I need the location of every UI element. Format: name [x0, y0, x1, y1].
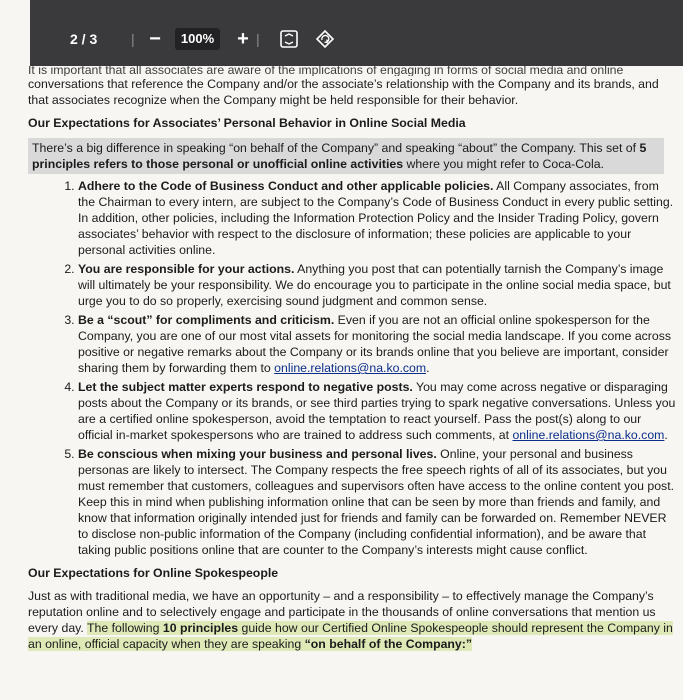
- email-link[interactable]: online.relations@na.ko.com: [274, 361, 427, 375]
- section-heading-spokespeople: Our Expectations for Online Spokespeople: [28, 566, 279, 580]
- section-heading-personal: Our Expectations for Associates’ Personal Behavior in Online Social Media: [28, 116, 466, 130]
- outro-bold2: “on behalf of the Company:”: [304, 637, 473, 651]
- item-tail: .: [426, 361, 430, 375]
- item-text: Online, your personal and business personas are likely to intersect. The Company respects the free speech rights of all of its associates, but you must remember that customers, colleagues and supervisors often have access to the online content you post. Keep this in mind when publishing information online that can be seen by more than friends and family, and know that information originally intended just for friends and family can be forwarded on. Remember NEVER to disclose non-public information of the Company (including confidential information), and be aware that taking public positions online that are counter to the Company’s interests might cause conflict.: [78, 447, 675, 557]
- list-item: [78, 379, 678, 443]
- list-item: [78, 312, 678, 376]
- rotate-icon[interactable]: [314, 28, 336, 50]
- zoom-out-button[interactable]: −: [149, 28, 161, 50]
- item-text: All Company associates, from the Chairman to every intern, are subject to the Company’s Code of Business Conduct in every public setting. In addition, other policies, including the Information Protection Policy and the Insider Trading Policy, govern associates’ behavior with respect to the disclosure of information; these policies are applicable to your personal activities online.: [78, 179, 674, 257]
- toolbar-separator: |: [131, 31, 135, 47]
- cut-off-line: It is important that all associates are aware of the implications of engaging in forms of social media and online: [28, 66, 624, 76]
- fit-page-icon[interactable]: [278, 28, 300, 50]
- document-page: [28, 66, 678, 700]
- outro-highlight: [28, 621, 673, 651]
- item-tail: .: [664, 428, 668, 442]
- hl-bold-text: 5 principles refers to those personal or unofficial online activities: [32, 141, 647, 171]
- toolbar-separator: |: [256, 31, 260, 47]
- hl-text: There’s a big difference in speaking “on behalf of the Company” and speaking “about” the Company. This set of: [32, 141, 640, 155]
- pdf-viewer-toolbar: [30, 0, 683, 66]
- list-item: [78, 261, 678, 309]
- outro-hl-text2: guide how our Certified Online Spokespeople should represent the Company in an online, official capacity when they are speaking: [28, 621, 673, 651]
- list-item: [78, 178, 678, 258]
- principles-list: [28, 178, 678, 558]
- outro-bold: 10 principles: [162, 621, 239, 635]
- outro-paragraph: [28, 588, 678, 652]
- intro-paragraph: conversations that reference the Company and/or the associate’s relationship with the Company and its brands, and that associates recognize when the Company might be held responsible for their behavior.: [28, 77, 659, 107]
- page-indicator[interactable]: 2 / 3: [70, 31, 98, 47]
- item-text: You may come across negative or disparaging posts about the Company or its brands, or see third parties trying to spark negative conversations. Unless you are a certified online spokesperson, avoid the temptation to react yourself. Pass the post(s) along to our official in-market spokespersons who are trained to address such comments, at: [78, 380, 676, 442]
- item-title: You are responsible for your actions.: [78, 262, 295, 276]
- item-title: Let the subject matter experts respond to negative posts.: [78, 380, 413, 394]
- email-link[interactable]: online.relations@na.ko.com: [512, 428, 665, 442]
- item-text: Anything you post that can potentially tarnish the Company’s image will ultimately be your responsibility. We do encourage you to participate in the online social media space, but urge you to do so properly, exercising sound judgment and common sense.: [78, 262, 671, 308]
- list-item: [78, 446, 678, 558]
- item-text: Even if you are not an official online spokesperson for the Company, you are one of our most vital assets for monitoring the social media landscape. If you come across positive or negative remarks about the Company or its brands online that you believe are important, consider sharing them by forwarding them to: [78, 313, 672, 375]
- outro-hl-text: The following: [87, 621, 163, 635]
- highlighted-paragraph: [28, 138, 664, 174]
- item-title: Adhere to the Code of Business Conduct and other applicable policies.: [78, 179, 494, 193]
- item-title: Be conscious when mixing your business and personal lives.: [78, 447, 437, 461]
- outro-text: Just as with traditional media, we have an opportunity – and a responsibility – to effectively manage the Company’s reputation online and to selectively engage and participate in the thousands of online conversations that mention us every day.: [28, 589, 656, 635]
- zoom-level[interactable]: 100%: [175, 28, 220, 50]
- zoom-in-button[interactable]: +: [237, 28, 249, 50]
- toolbar-controls: [30, 26, 683, 52]
- hl-text-end: where you might refer to Coca-Cola.: [403, 157, 604, 171]
- item-title: Be a “scout” for compliments and criticism.: [78, 313, 335, 327]
